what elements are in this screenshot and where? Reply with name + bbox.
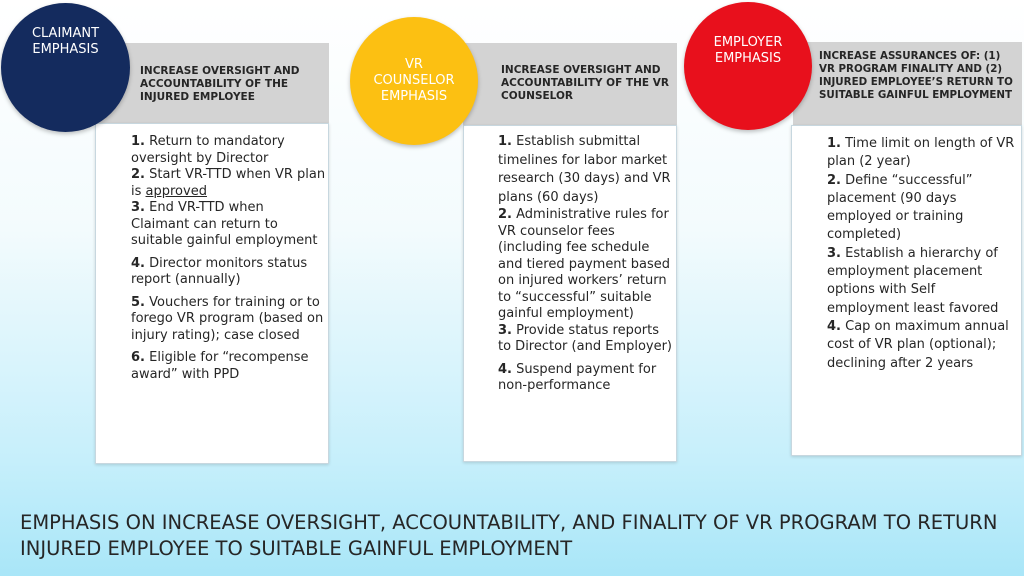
- list-item: 3. Establish a hierarchy of employment placement options with Self employment least favored: [827, 245, 999, 316]
- list-item: 5. Vouchers for training or to forego VR program (based on injury rating); case closed: [131, 294, 324, 343]
- employer-header: [793, 42, 1022, 125]
- list-item: 4. Suspend payment for non-performance: [498, 361, 657, 393]
- claimant-header: [95, 43, 329, 123]
- list-item: 1. Return to mandatory oversight by Director: [131, 134, 285, 166]
- list-item: 1. Time limit on length of VR plan (2 year): [827, 136, 1015, 170]
- list-item: 2. Define “successful” placement (90 days employed or training completed): [827, 172, 973, 243]
- vr-counselor-header: [463, 43, 677, 125]
- list-item: 2. Start VR-TTD when VR plan is approved: [131, 167, 326, 199]
- employer-header-text: INCREASE ASSURANCES OF: (1) VR PROGRAM FINALITY AND (2) INJURED EMPLOYEE’S RETURN TO SUITABLE GAINFUL EMPLOYMENT: [819, 50, 1013, 101]
- employer-emphasis-label: EMPLOYER EMPHASIS: [713, 35, 783, 66]
- footer-caption: EMPHASIS ON INCREASE OVERSIGHT, ACCOUNTABILITY, AND FINALITY OF VR PROGRAM TO RETURN INJURED EMPLOYEE TO SUITABLE GAINFUL EMPLOYMENT: [20, 511, 998, 560]
- vr-counselor-emphasis-badge: [350, 17, 478, 145]
- list-item: 3. Provide status reports to Director (and Employer): [498, 322, 673, 354]
- list-item: 4. Cap on maximum annual cost of VR plan (optional); declining after 2 years: [827, 318, 1009, 371]
- employer-item-list: [827, 135, 1017, 373]
- claimant-item-list: [131, 134, 326, 383]
- list-item: 4. Director monitors status report (annually): [131, 255, 308, 287]
- list-item: 6. Eligible for “recompense award” with PPD: [131, 350, 309, 382]
- claimant-emphasis-label: CLAIMANT EMPHASIS: [31, 25, 100, 57]
- list-item: 2. Administrative rules for VR counselor fees (including fee schedule and tiered payment based on injured workers’ return to “successful” suitable gainful employment): [498, 207, 671, 321]
- claimant-emphasis-badge: [1, 3, 130, 132]
- list-item: 1. Establish submittal timelines for labor market research (30 days) and VR plans (60 days): [498, 134, 671, 205]
- underlined-word: approved: [145, 183, 207, 199]
- employer-emphasis-badge: [684, 2, 812, 130]
- vr-counselor-item-list: [498, 133, 673, 395]
- claimant-header-text: INCREASE OVERSIGHT AND ACCOUNTABILITY OF THE INJURED EMPLOYEE: [140, 65, 300, 103]
- vr-counselor-header-text: INCREASE OVERSIGHT AND ACCOUNTABILITY OF THE VR COUNSELOR: [501, 64, 669, 102]
- list-item: 3. End VR-TTD when Claimant can return to suitable gainful employment: [131, 200, 318, 248]
- vr-counselor-emphasis-label: VR COUNSELOR EMPHASIS: [373, 57, 455, 104]
